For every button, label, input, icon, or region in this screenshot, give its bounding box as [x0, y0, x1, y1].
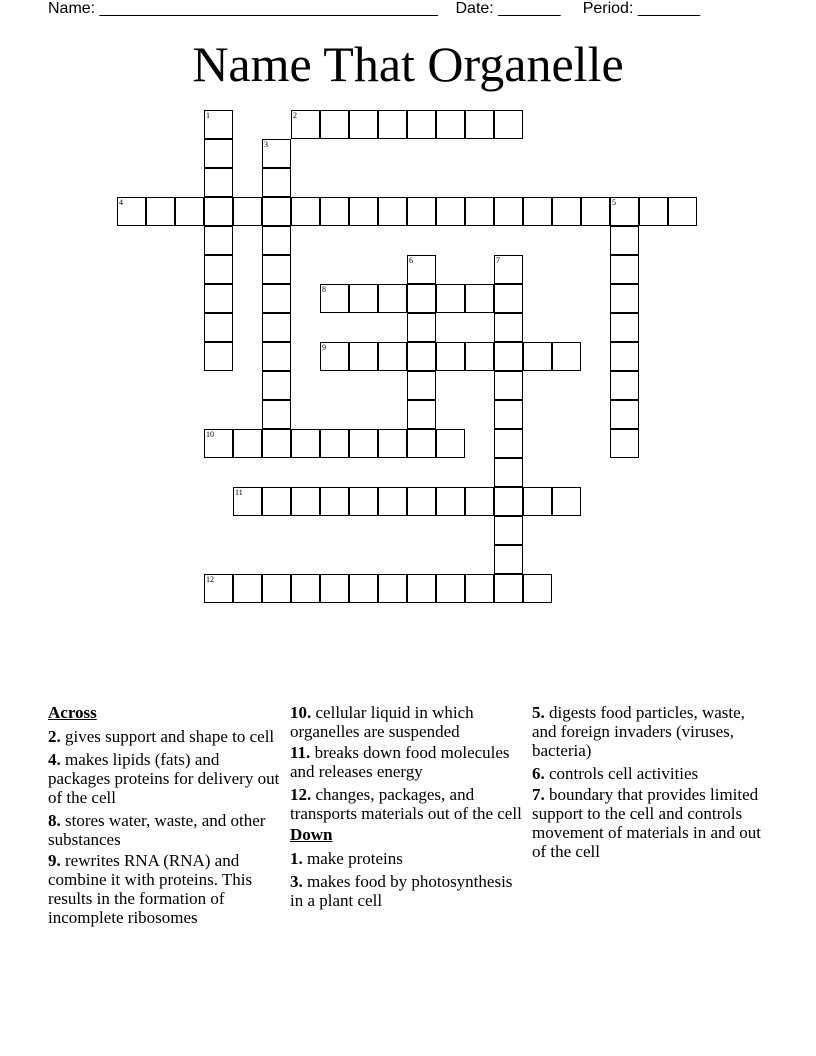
- crossword-cell[interactable]: [494, 197, 523, 226]
- clue-number: 12.: [290, 785, 312, 804]
- clue-down-6: [532, 764, 768, 783]
- crossword-cell[interactable]: [349, 110, 378, 139]
- crossword-cell[interactable]: [436, 342, 465, 371]
- crossword-cell[interactable]: [262, 284, 291, 313]
- crossword-cell[interactable]: [581, 197, 610, 226]
- crossword-cell[interactable]: [262, 197, 291, 226]
- crossword-cell[interactable]: [494, 284, 523, 313]
- crossword-cell[interactable]: [349, 342, 378, 371]
- crossword-cell[interactable]: [465, 342, 494, 371]
- down-heading: Down: [290, 825, 333, 844]
- crossword-cell[interactable]: [378, 197, 407, 226]
- crossword-cell[interactable]: [320, 197, 349, 226]
- crossword-cell[interactable]: [465, 574, 494, 603]
- crossword-cell[interactable]: [204, 255, 233, 284]
- clue-text: controls cell activities: [544, 764, 699, 783]
- crossword-cell[interactable]: [291, 197, 320, 226]
- crossword-cell[interactable]: [262, 139, 291, 168]
- clue-text: digests food particles, waste, and foreign invaders (viruses, bacteria): [532, 703, 745, 760]
- clue-text: makes food by photosynthesis in a plant cell: [290, 872, 513, 910]
- clue-across-9: [48, 851, 284, 927]
- crossword-cell[interactable]: [523, 574, 552, 603]
- crossword-cell[interactable]: [494, 487, 523, 516]
- crossword-cell[interactable]: [436, 574, 465, 603]
- crossword-cell[interactable]: [552, 487, 581, 516]
- crossword-cell[interactable]: [494, 313, 523, 342]
- clue-number: 8.: [48, 811, 61, 830]
- crossword-cell[interactable]: [262, 487, 291, 516]
- crossword-cell[interactable]: [378, 110, 407, 139]
- clue-number: 5.: [532, 703, 545, 722]
- crossword-cell[interactable]: [349, 197, 378, 226]
- clue-across-10: [290, 703, 526, 741]
- clue-text: gives support and shape to cell: [60, 727, 275, 746]
- clue-number: 11.: [290, 743, 311, 762]
- crossword-cell[interactable]: [204, 139, 233, 168]
- crossword-cell[interactable]: [204, 342, 233, 371]
- crossword-cell[interactable]: [407, 371, 436, 400]
- clue-number: 10.: [290, 703, 312, 722]
- crossword-cell[interactable]: [523, 197, 552, 226]
- crossword-cell[interactable]: [407, 110, 436, 139]
- crossword-cell[interactable]: [465, 110, 494, 139]
- page-title: Name That Organelle: [192, 36, 624, 92]
- cell-number: 9: [322, 343, 326, 352]
- crossword-cell[interactable]: [552, 197, 581, 226]
- crossword-cell[interactable]: [262, 342, 291, 371]
- crossword-cell[interactable]: [494, 574, 523, 603]
- crossword-cell[interactable]: [291, 487, 320, 516]
- crossword-cell[interactable]: [378, 574, 407, 603]
- crossword-cell[interactable]: [407, 429, 436, 458]
- cell-number: 7: [496, 256, 500, 265]
- cell-number: 8: [322, 285, 326, 294]
- clue-across-12: [290, 785, 526, 823]
- clue-number: 4.: [48, 750, 61, 769]
- crossword-cell[interactable]: [204, 574, 233, 603]
- crossword-cell[interactable]: [204, 197, 233, 226]
- crossword-cell[interactable]: [494, 110, 523, 139]
- crossword-cell[interactable]: [320, 284, 349, 313]
- crossword-cell[interactable]: [465, 487, 494, 516]
- crossword-cell[interactable]: [378, 487, 407, 516]
- clue-text: cellular liquid in which organelles are suspended: [290, 703, 474, 741]
- crossword-cell[interactable]: [494, 371, 523, 400]
- crossword-cell[interactable]: [494, 516, 523, 545]
- cell-number: 12: [206, 575, 214, 584]
- crossword-cell[interactable]: [610, 284, 639, 313]
- clues-column-3: [532, 703, 768, 865]
- crossword-cell[interactable]: [204, 168, 233, 197]
- crossword-cell[interactable]: [552, 342, 581, 371]
- crossword-cell[interactable]: [320, 110, 349, 139]
- crossword-cell[interactable]: [349, 429, 378, 458]
- crossword-cell[interactable]: [436, 197, 465, 226]
- clue-text: stores water, waste, and other substances: [48, 811, 266, 849]
- crossword-cell[interactable]: [233, 574, 262, 603]
- crossword-cell[interactable]: [291, 110, 320, 139]
- across-heading: Across: [48, 703, 97, 722]
- clue-text: rewrites RNA (RNA) and combine it with proteins. This results in the formation of incomplete ribosomes: [48, 851, 253, 927]
- crossword-cell[interactable]: [262, 429, 291, 458]
- cell-number: 5: [612, 198, 616, 207]
- crossword-cell[interactable]: [233, 429, 262, 458]
- crossword-cell[interactable]: [407, 342, 436, 371]
- crossword-cell[interactable]: [407, 400, 436, 429]
- crossword-cell[interactable]: [610, 197, 639, 226]
- clue-across-8: [48, 811, 284, 849]
- cell-number: 6: [409, 256, 413, 265]
- clue-text: changes, packages, and transports materials out of the cell: [290, 785, 522, 823]
- clue-across-2: [48, 727, 284, 746]
- crossword-cell[interactable]: [262, 574, 291, 603]
- crossword-cell[interactable]: [204, 429, 233, 458]
- crossword-cell[interactable]: [320, 429, 349, 458]
- crossword-cell[interactable]: [378, 342, 407, 371]
- crossword-cell[interactable]: [436, 284, 465, 313]
- cell-number: 11: [235, 488, 243, 497]
- crossword-cell[interactable]: [378, 284, 407, 313]
- crossword-cell[interactable]: [494, 400, 523, 429]
- crossword-cell[interactable]: [639, 197, 668, 226]
- crossword-cell[interactable]: [349, 487, 378, 516]
- cell-number: 4: [119, 198, 123, 207]
- crossword-cell[interactable]: [349, 284, 378, 313]
- crossword-cell[interactable]: [262, 400, 291, 429]
- clue-down-1: [290, 849, 526, 868]
- crossword-cell[interactable]: [262, 313, 291, 342]
- crossword-cell[interactable]: [320, 487, 349, 516]
- crossword-cell[interactable]: [204, 284, 233, 313]
- crossword-cell[interactable]: [610, 342, 639, 371]
- clue-text: make proteins: [302, 849, 403, 868]
- crossword-cell[interactable]: [204, 226, 233, 255]
- crossword-cell[interactable]: [407, 197, 436, 226]
- crossword-cell[interactable]: [291, 429, 320, 458]
- crossword-cell[interactable]: [610, 313, 639, 342]
- clue-text: breaks down food molecules and releases energy: [290, 743, 510, 781]
- crossword-cell[interactable]: [262, 168, 291, 197]
- clue-number: 6.: [532, 764, 545, 783]
- crossword-cell[interactable]: [494, 545, 523, 574]
- clue-down-5: [532, 703, 768, 760]
- clue-down-7: [532, 785, 768, 861]
- crossword-cell[interactable]: [494, 458, 523, 487]
- crossword-cell[interactable]: [407, 284, 436, 313]
- cell-number: 10: [206, 430, 214, 439]
- crossword-cell[interactable]: [610, 400, 639, 429]
- clue-across-11: [290, 743, 526, 781]
- crossword-cell[interactable]: [262, 371, 291, 400]
- cell-number: 1: [206, 111, 210, 120]
- crossword-cell[interactable]: [494, 429, 523, 458]
- crossword-cell[interactable]: [610, 255, 639, 284]
- clue-number: 9.: [48, 851, 61, 870]
- crossword-cell[interactable]: [262, 226, 291, 255]
- crossword-cell[interactable]: [494, 255, 523, 284]
- cell-number: 2: [293, 111, 297, 120]
- crossword-cell[interactable]: [320, 342, 349, 371]
- clue-number: 7.: [532, 785, 545, 804]
- crossword-cell[interactable]: [668, 197, 697, 226]
- crossword-cell[interactable]: [610, 429, 639, 458]
- crossword-cell[interactable]: [523, 487, 552, 516]
- crossword-cell[interactable]: [436, 487, 465, 516]
- clue-number: 2.: [48, 727, 61, 746]
- crossword-cell[interactable]: [291, 574, 320, 603]
- clue-number: 1.: [290, 849, 303, 868]
- cell-number: 3: [264, 140, 268, 149]
- crossword-cell[interactable]: [233, 487, 262, 516]
- crossword-cell[interactable]: [349, 574, 378, 603]
- crossword-cell[interactable]: [204, 313, 233, 342]
- crossword-cell[interactable]: [407, 487, 436, 516]
- crossword-cell[interactable]: [407, 313, 436, 342]
- student-info-line: Name: ______________________________________ Date: _______ Period: _______: [48, 0, 701, 17]
- clue-across-4: [48, 750, 284, 807]
- crossword-cell[interactable]: [378, 429, 407, 458]
- crossword-cell[interactable]: [465, 197, 494, 226]
- clue-number: 3.: [290, 872, 303, 891]
- crossword-cell[interactable]: [436, 110, 465, 139]
- crossword-cell[interactable]: [523, 342, 552, 371]
- clues-column-2: [290, 703, 526, 914]
- clue-text: boundary that provides limited support to the cell and controls movement of materials in and out of the cell: [532, 785, 761, 861]
- crossword-cell[interactable]: [117, 197, 146, 226]
- crossword-cell[interactable]: [610, 371, 639, 400]
- crossword-cell[interactable]: [494, 342, 523, 371]
- crossword-cell[interactable]: [320, 574, 349, 603]
- clue-down-3: [290, 872, 526, 910]
- crossword-cell[interactable]: [407, 574, 436, 603]
- crossword-cell[interactable]: [610, 226, 639, 255]
- crossword-cell[interactable]: [175, 197, 204, 226]
- clues-column-1: [48, 703, 284, 931]
- crossword-cell[interactable]: [146, 197, 175, 226]
- crossword-cell[interactable]: [465, 284, 494, 313]
- crossword-cell[interactable]: [262, 255, 291, 284]
- crossword-cell[interactable]: [407, 255, 436, 284]
- crossword-cell[interactable]: [233, 197, 262, 226]
- clue-text: makes lipids (fats) and packages proteins for delivery out of the cell: [48, 750, 280, 807]
- crossword-cell[interactable]: [436, 429, 465, 458]
- crossword-cell[interactable]: [204, 110, 233, 139]
